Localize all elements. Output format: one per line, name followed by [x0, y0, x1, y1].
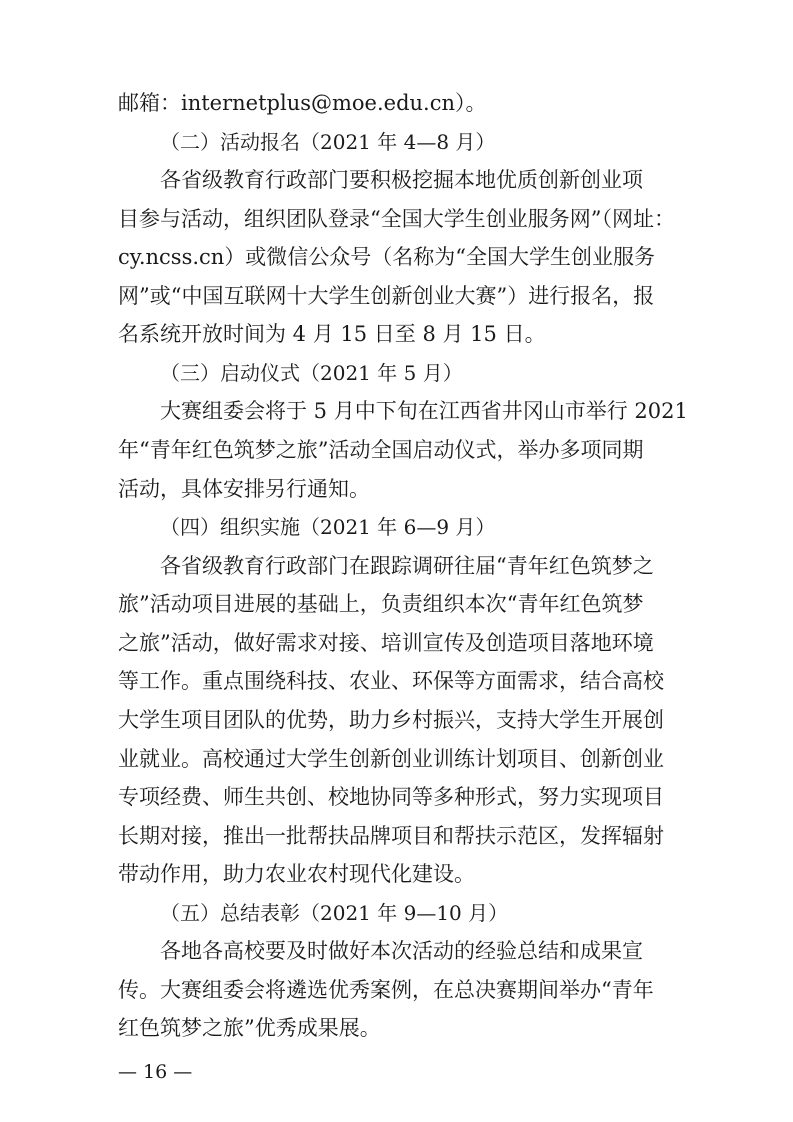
paragraph-line: 等工作。重点围绕科技、农业、环保等方面需求，结合高校 [118, 669, 664, 693]
paragraph-line: 名系统开放时间为 4 月 15 日至 8 月 15 日。 [118, 322, 546, 346]
paragraph-line: 年“青年红色筑梦之旅”活动全国启动仪式，举办多项同期 [118, 438, 644, 462]
section-heading-launch: （三）启动仪式（2021 年 5 月） [160, 361, 463, 385]
paragraph-line: 专项经费、师生共创、校地协同等多种形式，努力实现项目 [118, 785, 664, 809]
paragraph-line: 各省级教育行政部门在跟踪调研往届“青年红色筑梦之 [160, 554, 654, 578]
paragraph-line: 之旅”活动，做好需求对接、培训宣传及创造项目落地环境 [118, 631, 654, 655]
section-heading-registration: （二）活动报名（2021 年 4—8 月） [160, 130, 496, 154]
paragraph-line: 业就业。高校通过大学生创新创业训练计划项目、创新创业 [118, 747, 664, 771]
email-line: 邮箱：internetplus@moe.edu.cn）。 [118, 91, 487, 115]
paragraph-line: 网”或“中国互联网十大学生创新创业大赛”）进行报名，报 [118, 284, 655, 308]
paragraph-line: 活动，具体安排另行通知。 [118, 477, 370, 501]
paragraph-line: 各地各高校要及时做好本次活动的经验总结和成果宣 [160, 939, 643, 963]
paragraph-line: 各省级教育行政部门要积极挖掘本地优质创新创业项 [160, 168, 643, 192]
section-heading-implementation: （四）组织实施（2021 年 6—9 月） [160, 515, 496, 539]
section-heading-summary: （五）总结表彰（2021 年 9—10 月） [160, 901, 509, 925]
paragraph-line: 红色筑梦之旅”优秀成果展。 [118, 1016, 381, 1040]
page-number: — 16 — [118, 1061, 193, 1083]
paragraph-line: 长期对接，推出一批帮扶品牌项目和帮扶示范区，发挥辐射 [118, 824, 664, 848]
paragraph-line: 传。大赛组委会将遴选优秀案例，在总决赛期间举办“青年 [118, 978, 654, 1002]
paragraph-line: 大学生项目团队的优势，助力乡村振兴，支持大学生开展创 [118, 708, 664, 732]
paragraph-line: 带动作用，助力农业农村现代化建设。 [118, 862, 475, 886]
paragraph-line: 旅”活动项目进展的基础上，负责组织本次“青年红色筑梦 [118, 592, 644, 616]
paragraph-line: 目参与活动，组织团队登录“全国大学生创业服务网”（网址： [118, 207, 675, 231]
paragraph-line: cy.ncss.cn）或微信公众号（名称为“全国大学生创业服务 [118, 245, 656, 269]
paragraph-line: 大赛组委会将于 5 月中下旬在江西省井冈山市举行 2021 [160, 399, 688, 423]
